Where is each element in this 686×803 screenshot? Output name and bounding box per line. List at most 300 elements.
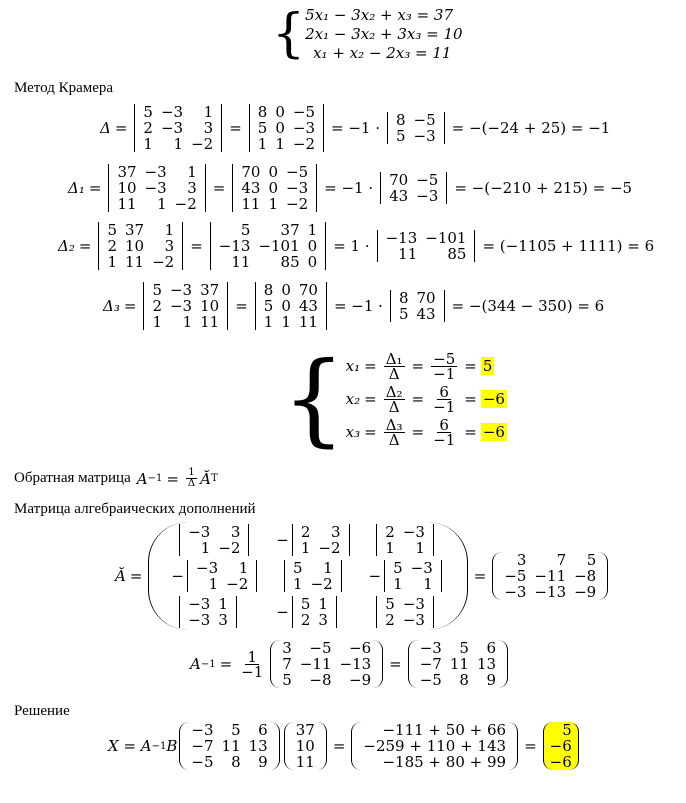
equals: = [411, 423, 425, 441]
cell: 0 [275, 103, 285, 121]
cofactor-minor [163, 596, 268, 628]
solution-result: −6 [482, 423, 505, 441]
minor-det [384, 560, 442, 592]
cell: −3 [402, 611, 425, 629]
cell: 11 [200, 313, 220, 331]
cell: 3 [230, 523, 241, 541]
cofactor-minor [163, 524, 268, 556]
cell: 6 [486, 639, 497, 657]
minor-det [179, 596, 237, 628]
cell: 11 [124, 253, 145, 271]
cell: −2 [191, 135, 214, 153]
cell: 1 [263, 313, 274, 331]
cofactor-minor [268, 596, 360, 628]
cell: 7 [282, 655, 292, 673]
cofactor-minor [268, 560, 360, 592]
cell: 5 [396, 127, 406, 145]
cell: 0 [268, 179, 278, 197]
cell: 37 [124, 221, 145, 239]
equals: = [464, 390, 477, 408]
cell: 1 [218, 595, 228, 613]
cell: 43 [298, 297, 318, 315]
cell: 37 [280, 221, 300, 239]
cell: −3 [286, 179, 309, 197]
minor-sign [369, 531, 374, 549]
frac-num: 6 [439, 415, 449, 434]
cell: 37 [200, 281, 220, 299]
heading-cofactor: Матрица алгебраических дополнений [14, 501, 256, 517]
final-inverse-matrix [179, 722, 279, 770]
cell: 1 [107, 253, 117, 271]
cell: 1 [173, 135, 184, 153]
cell: 1 [281, 313, 291, 331]
cell: −13 [385, 229, 418, 247]
cell: 1 [164, 221, 175, 239]
cell: 85 [447, 245, 467, 263]
equals: = [364, 423, 377, 441]
equation-2: 2x₁ − 3x₂ + 3x₃ = 10 [305, 24, 463, 43]
cell: 3 [218, 611, 228, 629]
minor-sign [369, 603, 374, 621]
cell: 10 [295, 737, 315, 755]
cofactor-row: Ă = −3 3 1 −2 − 2 3 1 −2 2 −3 1 1 − −3 1 1 −2 5 1 1 −2 − 5 −3 1 1 −3 1 −3 3 − 5 1 2 3 5 −3 2 −3 = 3 7 5 −5 −11 −8 −3 −13 −9 [115, 522, 610, 630]
cell: 6 [258, 721, 268, 739]
det-matrix-2 [232, 164, 317, 212]
final-x-vector [543, 722, 579, 770]
minor-det [179, 524, 249, 556]
equals: = [78, 237, 92, 255]
cell: −8 [574, 567, 597, 585]
cell: 1 [415, 539, 425, 557]
cell: −2 [318, 539, 341, 557]
inverse-label: A [190, 655, 201, 673]
frac-den: Δ [388, 364, 400, 383]
cell: −3 [410, 559, 433, 577]
minor-det [292, 596, 337, 628]
cofactor-minor [268, 524, 360, 556]
cell: 3 [318, 611, 328, 629]
cell: 43 [241, 179, 261, 197]
cell: 2 [107, 237, 117, 255]
cell: 70 [389, 171, 409, 189]
final-label: X = A [108, 737, 152, 755]
minor-det [284, 560, 342, 592]
cell: −5 [191, 753, 214, 771]
cell: 1 [423, 575, 433, 593]
det-matrix-2 [249, 104, 324, 152]
cell: −3 [169, 281, 193, 299]
heading-solution: Решение [14, 703, 70, 719]
cell: 0 [307, 253, 318, 271]
cell: 1 [143, 135, 153, 153]
cell: 8 [231, 753, 241, 771]
frac-num: −5 [433, 349, 456, 368]
det-row-delta [100, 104, 614, 152]
system-brace: { [272, 4, 306, 64]
cell: −11 [299, 655, 332, 673]
solution-result: 5 [482, 357, 493, 375]
cell: −5 [309, 639, 332, 657]
cell: 1 [293, 575, 303, 593]
equals: = [229, 119, 242, 137]
minor-sign: − [276, 531, 289, 549]
cell: −13 [339, 655, 372, 673]
cell: 1 [238, 559, 249, 577]
det-matrix-1 [134, 104, 222, 152]
det-label: Δ₃ [103, 297, 120, 315]
inverse-lhs-sup: −1 [147, 473, 163, 484]
cell: 1 [157, 195, 167, 213]
cell: −101 [425, 229, 467, 247]
equals: = [364, 390, 377, 408]
cell: 0 [281, 297, 291, 315]
cell: 70 [416, 289, 436, 307]
cell: 11 [295, 753, 315, 771]
det-label: Δ₂ [58, 237, 75, 255]
cell: 0 [268, 163, 278, 181]
cell: −5 [419, 671, 442, 689]
frac-num: Δ₂ [385, 382, 403, 401]
cell: 5 [231, 721, 241, 739]
equals: = [364, 357, 377, 375]
cell: −7 [419, 655, 442, 673]
det-coef: = −1 · [333, 297, 383, 315]
minor-det [292, 524, 350, 556]
cell: 5 [393, 559, 403, 577]
cell: 37 [295, 721, 315, 739]
cell: 2 [152, 297, 162, 315]
cell: 5 [385, 595, 395, 613]
equals: = [212, 179, 226, 197]
frac-den: −1 [433, 397, 456, 416]
frac-den: Δ [388, 430, 400, 449]
cell: −5 [413, 111, 436, 129]
cell: −6 [549, 737, 572, 755]
cell: −259 + 110 + 143 [363, 737, 507, 755]
det-matrix-3 [377, 230, 476, 262]
cell: 8 [398, 289, 409, 307]
cell: −3 [196, 559, 219, 577]
equals: = [464, 423, 477, 441]
cell: 2 [385, 523, 395, 541]
cell: 3 [516, 551, 527, 569]
cell: 11 [117, 195, 137, 213]
minor-sign [171, 531, 176, 549]
cell: 1 [200, 539, 211, 557]
det-tail: = −(−210 + 215) = −5 [454, 179, 633, 197]
frac-den: −1 [433, 364, 456, 383]
cofactor-result-matrix [492, 552, 608, 600]
cell: 9 [258, 753, 268, 771]
inverse-num: 1 [247, 647, 257, 666]
cell: −13 [218, 237, 251, 255]
cell: 1 [187, 163, 197, 181]
det-label: Δ [100, 119, 111, 137]
cell: −3 [402, 595, 425, 613]
cofactor-minor [163, 560, 268, 592]
cell: −5 [292, 103, 316, 121]
cell: 1 [152, 313, 162, 331]
cell: −3 [402, 523, 425, 541]
det-row-delta3 [103, 282, 608, 330]
det-row-delta1 [68, 164, 636, 212]
final-b-vector [284, 722, 327, 770]
cell: 37 [117, 163, 137, 181]
equals: = [123, 297, 137, 315]
solution-result: −6 [482, 390, 505, 408]
cell: −5 [416, 171, 439, 189]
cell: −3 [188, 611, 211, 629]
cell: 13 [248, 737, 268, 755]
cell: −11 [534, 567, 567, 585]
cell: −2 [286, 195, 309, 213]
cell: 1 [275, 135, 285, 153]
cell: −2 [218, 539, 241, 557]
cell: −185 + 80 + 99 [382, 753, 507, 771]
det-matrix-3 [380, 172, 447, 204]
equation-1: 5x₁ − 3x₂ + x₃ = 37 [305, 5, 453, 24]
cell: 5 [562, 721, 572, 739]
det-matrix-1 [143, 282, 228, 330]
det-coef: = −1 · [324, 179, 374, 197]
frac-num: Δ₁ [385, 349, 403, 368]
cell: −3 [144, 179, 167, 197]
inverse-formula-den: Δ [187, 478, 196, 489]
cell: 8 [257, 103, 268, 121]
cell: −6 [549, 753, 572, 771]
frac-den: Δ [388, 397, 400, 416]
solution-var: x₂ [345, 390, 361, 408]
cell: 5 [282, 671, 292, 689]
cell: 70 [298, 281, 318, 299]
inverse-formula [14, 468, 218, 489]
heading-cramer: Метод Крамера [14, 80, 114, 96]
cell: 5 [240, 221, 251, 239]
cofactor-minor [361, 596, 453, 628]
cell: 1 [385, 539, 395, 557]
cell: 5 [586, 551, 597, 569]
cell: 11 [398, 245, 418, 263]
cell: 85 [280, 253, 300, 271]
inverse-rhs-sup: T [210, 473, 218, 484]
cell: 5 [263, 297, 274, 315]
det-label: Δ₁ [68, 179, 85, 197]
minor-sign: − [171, 567, 184, 585]
cell: 1 [182, 313, 193, 331]
cell: −3 [188, 595, 211, 613]
cell: −3 [419, 639, 442, 657]
cell: 1 [300, 539, 311, 557]
minor-det [187, 560, 257, 592]
cell: 0 [307, 237, 318, 255]
det-tail: = −(344 − 350) = 6 [451, 297, 605, 315]
cell: −3 [292, 119, 316, 137]
cell: −2 [174, 195, 197, 213]
cell: −8 [309, 671, 332, 689]
cell: 11 [241, 195, 261, 213]
det-tail: = (−1105 + 1111) = 6 [482, 237, 655, 255]
cell: −7 [191, 737, 214, 755]
cell: −3 [413, 127, 436, 145]
minor-sign: − [276, 603, 289, 621]
cell: 1 [323, 559, 333, 577]
cell: −9 [574, 583, 597, 601]
cell: 1 [203, 103, 214, 121]
cofactor-minor [361, 560, 453, 592]
cell: 11 [221, 737, 241, 755]
det-matrix-3 [387, 112, 445, 144]
inverse-formula-num: 1 [188, 467, 195, 478]
equals: = [235, 297, 248, 315]
cell: −101 [258, 237, 300, 255]
cell: 3 [282, 639, 292, 657]
equals: = [411, 390, 425, 408]
minor-sign [276, 567, 281, 585]
cell: 0 [275, 119, 285, 137]
frac-num: 6 [439, 382, 449, 401]
solutions-brace: { [282, 340, 346, 457]
cofactor-minors-matrix [148, 522, 467, 630]
equals: = [88, 179, 102, 197]
cell: 5 [152, 281, 162, 299]
cofactor-label: Ă [115, 567, 126, 585]
cell: 3 [187, 179, 197, 197]
cell: −3 [504, 583, 527, 601]
cell: 5 [459, 639, 469, 657]
final-sup: −1 [151, 740, 167, 752]
solution-var: x₁ [345, 357, 361, 375]
cell: −5 [504, 567, 527, 585]
cell: 2 [300, 523, 311, 541]
det-coef: = 1 · [333, 237, 370, 255]
cell: 13 [476, 655, 497, 673]
cell: 2 [385, 611, 395, 629]
cell: −3 [160, 119, 184, 137]
det-tail: = −(−24 + 25) = −1 [451, 119, 611, 137]
cell: −3 [169, 297, 193, 315]
solution-var: x₃ [345, 423, 361, 441]
cell: 3 [203, 119, 214, 137]
inverse-row: A −1 = $\frac{1}{-1}$ 3 −5 −6 7 −11 −13 5 −8 −9 = −3 5 6 −7 11 13 −5 8 9 [190, 640, 510, 688]
frac-num: Δ₃ [385, 415, 403, 434]
cell: 2 [143, 119, 153, 137]
cell: 5 [143, 103, 153, 121]
equals: = [411, 357, 425, 375]
cell: 8 [459, 671, 469, 689]
cell: 11 [449, 655, 469, 673]
minor-det [376, 596, 434, 628]
inverse-sup: −1 [200, 658, 216, 670]
cell: −6 [349, 639, 372, 657]
cell: 43 [389, 187, 409, 205]
equation-3: x₁ + x₂ − 2x₃ = 11 [313, 43, 452, 62]
det-matrix-1 [108, 164, 205, 212]
cell: 5 [300, 595, 311, 613]
final-sum-vector [351, 722, 518, 770]
inverse-matrix [270, 640, 383, 688]
cell: 70 [241, 163, 261, 181]
cell: 11 [231, 253, 251, 271]
solution-2 [345, 382, 507, 416]
minor-sign [171, 603, 176, 621]
inverse-heading: Обратная матрица [14, 470, 131, 486]
equals: = [114, 119, 128, 137]
cell: 5 [257, 119, 268, 137]
cell: 10 [124, 237, 145, 255]
cell: 1 [268, 195, 278, 213]
cell: 8 [396, 111, 406, 129]
det-coef: = −1 · [331, 119, 380, 137]
inverse-rhs: Ă [200, 469, 211, 488]
cell: −2 [310, 575, 333, 593]
equals: = [464, 357, 477, 375]
cell: −3 [188, 523, 211, 541]
minor-sign: − [368, 567, 382, 585]
equals: = [190, 237, 203, 255]
cell: 1 [307, 221, 318, 239]
cofactor-minor [361, 524, 453, 556]
cell: −3 [416, 187, 439, 205]
cell: 5 [293, 559, 303, 577]
cell: 10 [200, 297, 220, 315]
cell: 7 [556, 551, 567, 569]
cell: 3 [330, 523, 341, 541]
cell: −13 [534, 583, 567, 601]
cell: 43 [416, 305, 436, 323]
cell: 10 [117, 179, 137, 197]
cell: 1 [208, 575, 219, 593]
solutions-block [282, 340, 507, 457]
cell: 5 [398, 305, 409, 323]
cell: −3 [160, 103, 184, 121]
det-matrix-2 [210, 222, 326, 270]
solution-3 [345, 415, 507, 449]
cell: 2 [300, 611, 311, 629]
det-matrix-1 [98, 222, 183, 270]
cell: −111 + 50 + 66 [382, 721, 507, 739]
cell: 5 [107, 221, 117, 239]
cell: −5 [286, 163, 309, 181]
cell: −2 [152, 253, 175, 271]
frac-den: −1 [433, 430, 456, 449]
cell: 9 [486, 671, 497, 689]
det-row-delta2 [58, 222, 658, 270]
det-matrix-2 [255, 282, 327, 330]
solution-1 [345, 349, 507, 383]
minor-det [376, 524, 434, 556]
cell: −2 [292, 135, 316, 153]
cell: 0 [281, 281, 291, 299]
final-tail: B [166, 737, 178, 755]
cell: 8 [263, 281, 274, 299]
inverse-lhs: A [136, 469, 148, 488]
system-of-equations [272, 4, 463, 64]
cell: −3 [144, 163, 167, 181]
final-row: X = A −1 B −3 5 6 −7 11 13 −5 8 9 37 10 11 = −111 + 50 + 66 −259 + 110 + 143 −185 + 80 + 99 = 5 −6 −6 [108, 722, 581, 770]
inverse-result-matrix [408, 640, 508, 688]
cell: −3 [191, 721, 214, 739]
cell: 3 [164, 237, 175, 255]
inverse-eq: = [166, 469, 179, 488]
cell: 1 [257, 135, 268, 153]
inverse-den: −1 [241, 662, 264, 681]
det-matrix-3 [390, 290, 445, 322]
cell: −9 [349, 671, 372, 689]
cell: 11 [298, 313, 318, 331]
cell: 1 [318, 595, 328, 613]
cell: −2 [226, 575, 249, 593]
cell: 1 [393, 575, 403, 593]
